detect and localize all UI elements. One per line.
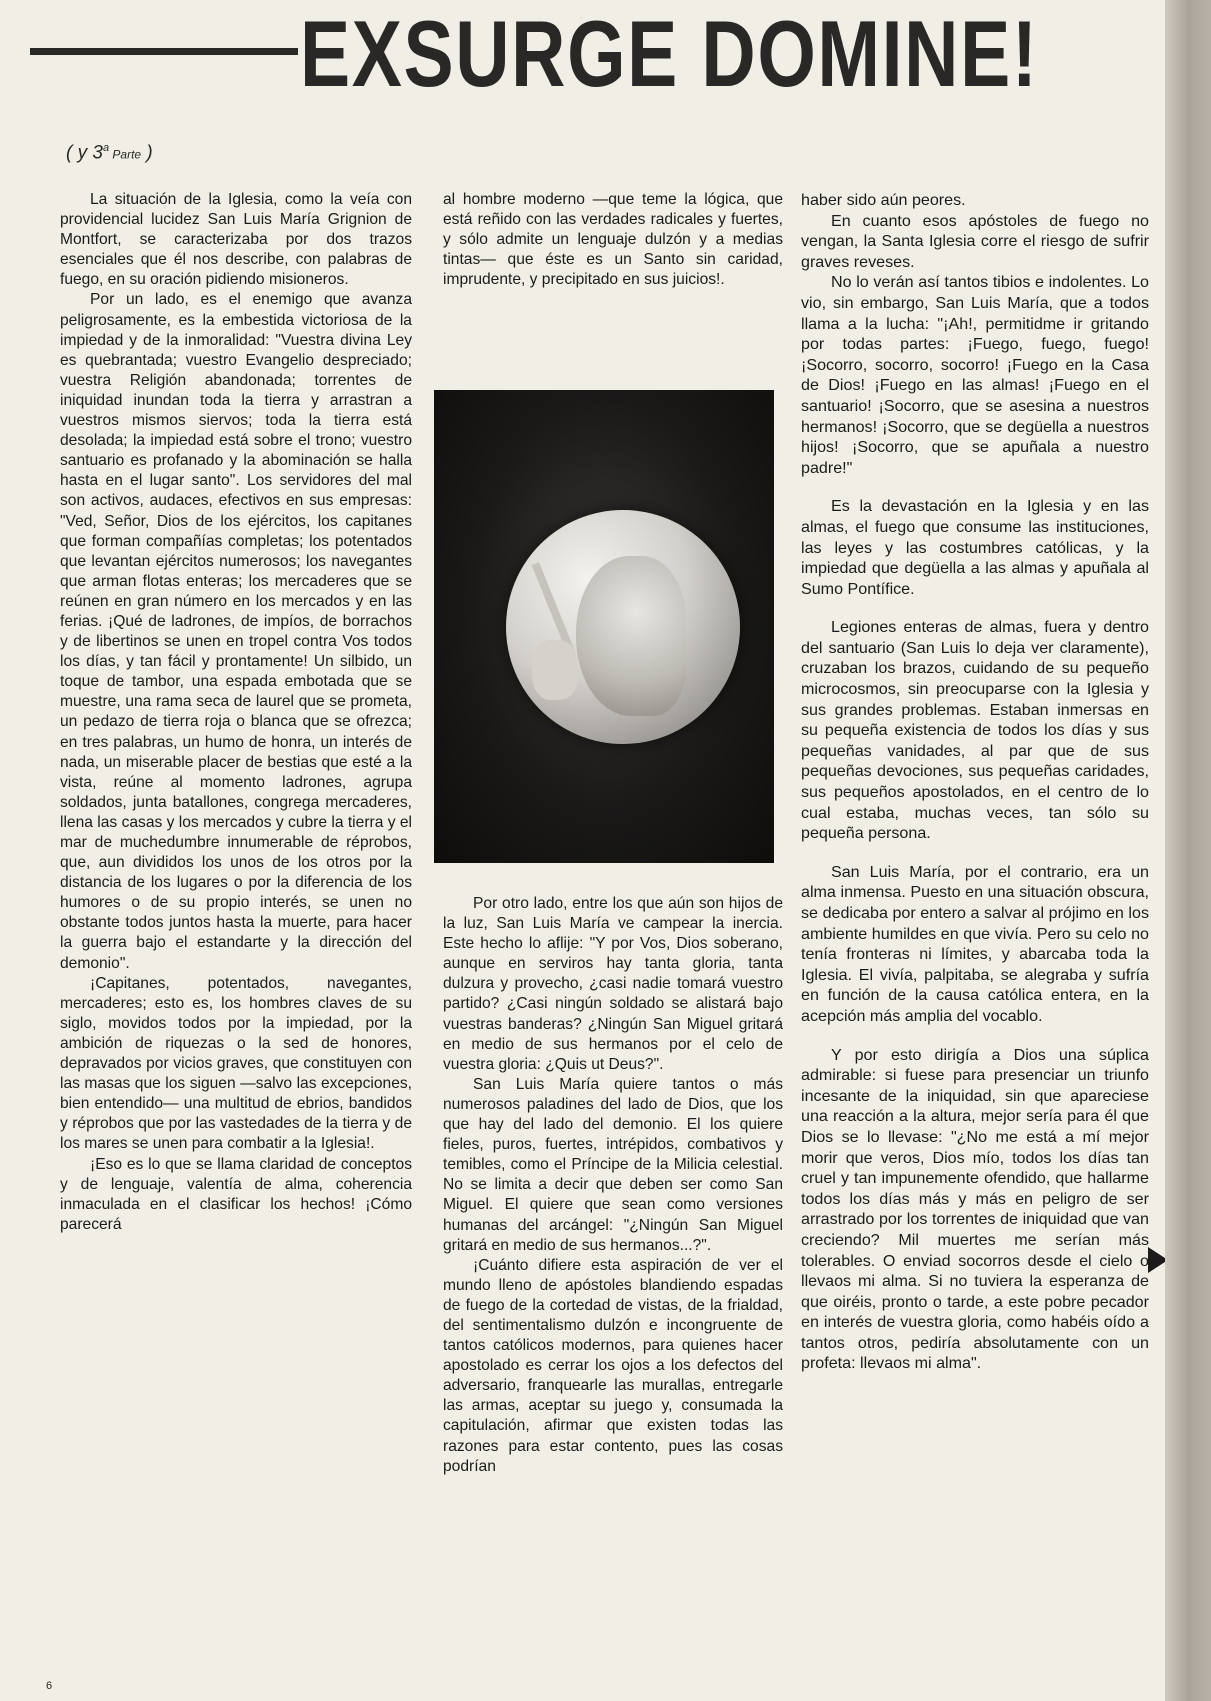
paragraph: Es la devastación en la Iglesia y en las almas, el fuego que consume las instituciones, las leyes y las costumbres católicas, y la impiedad que degüella a las almas y apuñala al Sumo Pontífice. xyxy=(801,497,1149,598)
part-suffix: ) xyxy=(141,142,153,164)
page-number: 6 xyxy=(46,1680,53,1692)
part-word: Parte xyxy=(109,147,142,162)
paragraph: Por otro lado, entre los que aún son hijos de la luz, San Luis María ve campear la inercia. Este hecho lo aflije: "Y por Vos, Dios soberano, aunque en serviros hay tanta gloria, tanta dulzura y provecho, ¿casi nadie tomará vuestro partido? ¿Casi ningún soldado se alistará bajo vuestras banderas? ¿Ningún San Miguel gritará en medio de sus hermanos por el celo de vuestra gloria: ¿Quis ut Deus?". xyxy=(443,895,783,1073)
paragraph: ¡Cuánto difiere esta aspiración de ver el mundo lleno de apóstoles blandiendo espadas de fuego de la cortedad de vistas, de la frialdad, del sentimentalismo dulzón e incongruente de tantos católicos modernos, para quienes hacer apostolado es cerrar los ojos a los defectos del adversario, franquearle las murallas, entregarle las armas, aceptar su juego y, consumada la capitulación, afirmar que existen todas las razones para estar contento, pues las cosas podrían xyxy=(443,1256,783,1475)
page-edge xyxy=(1165,0,1211,1701)
part-prefix: ( y 3 xyxy=(66,142,103,164)
paragraph: San Luis María, por el contrario, era un alma inmensa. Puesto en una situación obscura, se dedicaba por entero a salvar al prójimo en los ambiente humildes en que vivía. Pero su celo no tenía fronteras ni límites, y abarcaba toda la Iglesia. El vivía, palpitaba, se alegraba y sufría en función de la causa católica entera, en la acepción más amplia del vocablo. xyxy=(801,862,1149,1025)
saint-profile xyxy=(576,556,686,716)
paragraph: La situación de la Iglesia, como la veía con providencial lucidez San Luis María Grignion de Montfort, se caracterizaba por dos trazos esenciales que él nos describe, con palabras de fuego, en su oración pidiendo misioneros. xyxy=(60,191,412,289)
paragraph: Y por esto dirigía a Dios una súplica admirable: si fuese para presenciar un triunfo incesante de la iniquidad, sin que apareciese una reacción a la altura, mejor sería para él que Dios se lo llevase: "¿No me está a mí mejor morir que veros, Dios mío, todos los días tan cruel y tan impunemente ofendido, que hallarme todos los días más y más en peligro de ser arrastrado por los torrentes de iniquidad que van creciendo? Mil muertes me serían más tolerables. O enviad socorros desde el cielo o llevaos mi alma. Si no tuviera la esperanza de que oiréis, pronto o tarde, a este pobre pecador en interés de vuestra gloria, como habéis oído a tantos otros, pediría absolutamente con un profeta: llevaos mi alma". xyxy=(801,1045,1149,1373)
paragraph: En cuanto esos apóstoles de fuego no vengan, la Santa Iglesia corre el riesgo de sufrir graves reveses. xyxy=(801,211,1149,271)
column-2-top xyxy=(443,190,783,290)
paragraph: San Luis María quiere tantos o más numerosos paladines del lado de Dios, que los que hay del lado del demonio. El los quiere fieles, puros, fuertes, intrépidos, combativos y temibles, como el Príncipe de la Milicia celestial. No se limita a decir que deben ser como San Miguel. El quiere que sean como versiones humanas del arcángel: "¿Ningún San Miguel gritará en medio de sus hermanos...?". xyxy=(443,1075,783,1254)
article-part-label xyxy=(66,142,153,164)
column-3 xyxy=(801,190,1149,1374)
medallion-photo xyxy=(434,390,774,863)
hand-shape xyxy=(532,640,578,700)
header-rule xyxy=(30,48,298,55)
paragraph: ¡Eso es lo que se llama claridad de conceptos y de lenguaje, valentía de alma, coherencia inmaculada en el clasificar los hechos! ¡Cómo parecerá xyxy=(60,1155,412,1233)
paragraph: Legiones enteras de almas, fuera y dentro del santuario (San Luis lo deja ver claramente), cruzaban los brazos, cuidando de su pequeño microcosmos, sin preocuparse con la Iglesia y sus grandes problemas. Estaban inmersas en su pequeña existencia de todos los días y sus pequeñas vanidades, al par que de sus pequeñas devociones, sus pequeñas caridades, sus pequeños apostolados, en el centro de lo cual estaba, muchas veces, tan sólo su pequeña persona. xyxy=(801,618,1149,843)
paragraph: No lo verán así tantos tibios e indolentes. Lo vio, sin embargo, San Luis María, que a todos llama a la lucha: "¡Ah!, permitidme ir gritando por todas partes: ¡Fuego, fuego, fuego! ¡Socorro, socorro, socorro! ¡Fuego en la Casa de Dios! ¡Fuego en las almas! ¡Fuego en el santuario! ¡Socorro, que se asesina a nuestros hermanos! ¡Socorro, que se degüella a nuestros hijos! ¡Socorro, que se apuñala a nuestro padre!" xyxy=(801,273,1149,477)
column-2-bottom xyxy=(443,894,783,1477)
paragraph: haber sido aún peores. xyxy=(801,191,966,209)
paragraph: ¡Capitanes, potentados, navegantes, mercaderes; esto es, los hombres claves de su siglo, movidos todos por la impiedad, por la ambición de riquezas o la sed de honores, depravados por vicios graves, que constituyen con las masas que los siguen —salvo las excepciones, bien entendido— una multitud de ebrios, bandidos y réprobos que por las vastedades de la tierra y de los mares se unen para combatir a la Iglesia!. xyxy=(60,974,412,1153)
part-superscript: a xyxy=(102,142,110,154)
montfort-medallion xyxy=(506,510,740,744)
column-1 xyxy=(60,190,412,1235)
paragraph: al hombre moderno —que teme la lógica, que está reñido con las verdades radicales y fuertes, y sólo admite un lenguaje dulzón y a medias tintas— que éste es un Santo sin caridad, imprudente, y precipitado en sus juicios!. xyxy=(443,191,783,289)
paragraph: Por un lado, es el enemigo que avanza peligrosamente, es la embestida victoriosa de la impiedad y de la inmoralidad: "Vuestra divina Ley es quebrantada; vuestro Evangelio despreciado; vuestra Religión abandonada; torrentes de iniquidad inundan toda la tierra y arrastran a vuestros mismos siervos; toda la tierra está desolada; la impiedad está sobre el trono; vuestro santuario es profanado y la abominación se halla hasta en el lugar santo". Los servidores del mal son activos, audaces, efectivos en sus empresas: "Ved, Señor, Dios de los ejércitos, los capitanes que forman compañías completas; los potentados que levantan ejércitos numerosos; los navegantes que arman flotas enteras; los mercaderes que se reúnen en gran número en los mercados y en las ferias. ¡Qué de ladrones, de impíos, de borrachos y de libertinos se unen en tropel contra Vos todos los días, y tan fácil y prontamente! Un silbido, un toque de tambor, una espada embotada que se muestre, una rama seca de laurel que se prometa, un pedazo de tierra roja o blanca que se ofrezca; en tres palabras, un humo de honra, un interés de nada, un miserable placer de bestias que esté a la vista, reúne al momento ladrones, agrupa soldados, junta batallones, congrega mercaderes, llena las casas y los mercados y cubre la tierra y el mar de muchedumbre innumerable de réprobos, que, aun divididos los unos de los otros por la distancia de los lugares o por la diferencia de los humores o de su propio interés, se unen no obstante todos juntos hasta la muerte, para hacer la guerra bajo el estandarte y la dirección del demonio". xyxy=(60,291,412,972)
article-title: EXSURGE DOMINE! xyxy=(300,1,1039,106)
